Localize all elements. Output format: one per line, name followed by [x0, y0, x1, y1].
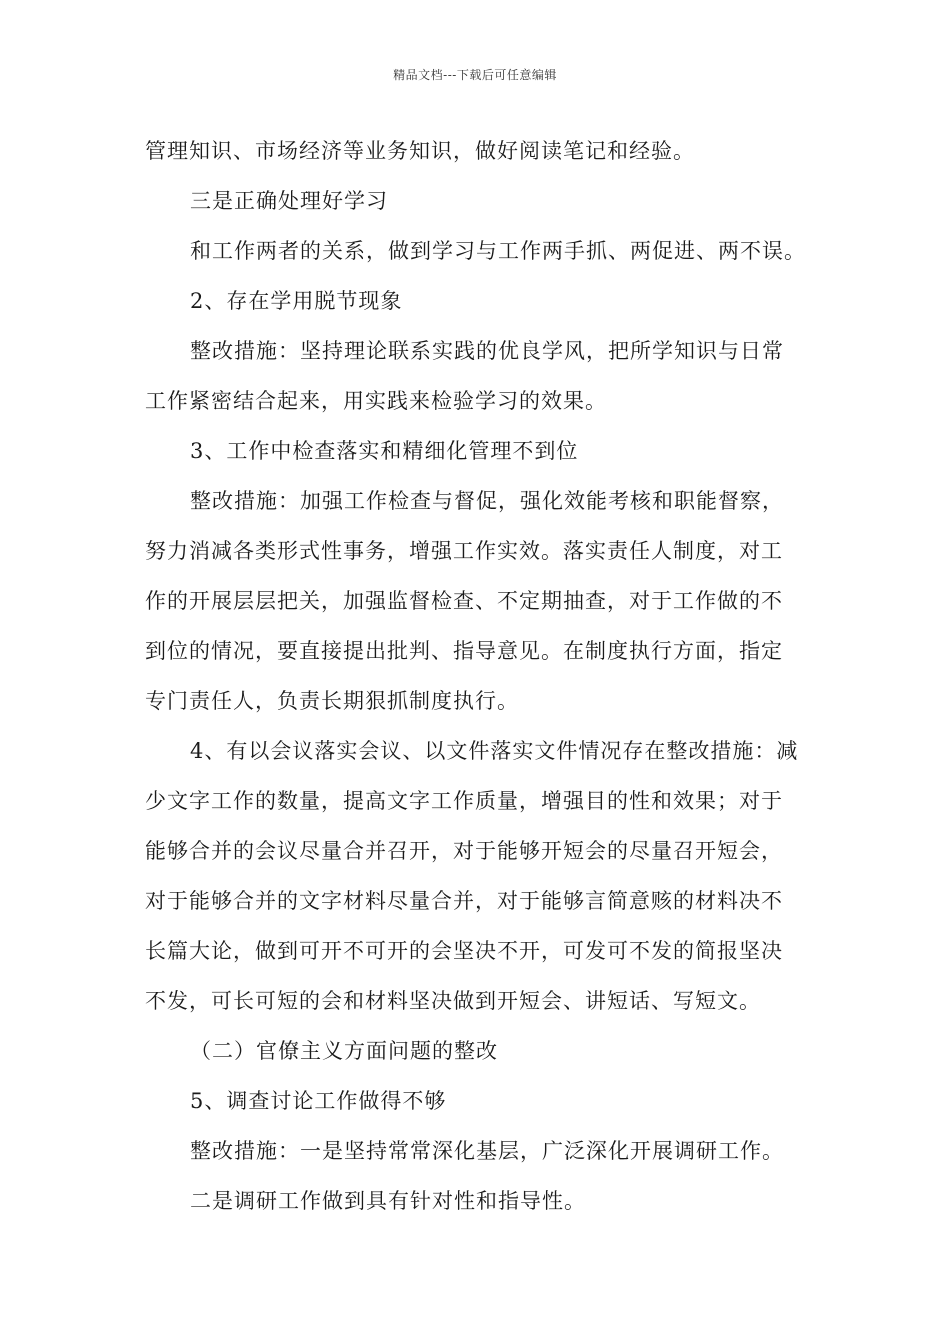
text-line: 整改措施：坚持理论联系实践的优良学风，把所学知识与日常 — [190, 339, 784, 363]
text-line: 到位的情况，要直接提出批判、指导意见。在制度执行方面，指定 — [145, 639, 783, 663]
text-line: 少文字工作的数量，提高文字工作质量，增强目的性和效果；对于 — [145, 789, 783, 813]
section-heading: 5、调查讨论工作做得不够 — [190, 1089, 447, 1113]
section-heading: 4、有以会议落实会议、以文件落实文件情况存在整改措施：减 — [190, 739, 799, 763]
text-line: 和工作两者的关系，做到学习与工作两手抓、两促进、两不误。 — [190, 239, 806, 263]
text-line: 作的开展层层把关，加强监督检查、不定期抽查，对于工作做的不 — [145, 589, 783, 613]
text-line: 整改措施：加强工作检查与督促，强化效能考核和职能督察， — [190, 489, 784, 513]
text-line: 管理知识、市场经济等业务知识，做好阅读笔记和经验。 — [145, 139, 695, 163]
text-line: 努力消减各类形式性事务，增强工作实效。落实责任人制度，对工 — [145, 539, 783, 563]
document-body — [145, 126, 820, 1226]
text-line: 二是调研工作做到具有针对性和指导性。 — [190, 1189, 586, 1213]
text-line: 整改措施：一是坚持常常深化基层，广泛深化开展调研工作。 — [190, 1139, 784, 1163]
section-heading: （二）官僚主义方面问题的整改 — [190, 1039, 498, 1063]
text-line: 不发，可长可短的会和材料坚决做到开短会、讲短话、写短文。 — [145, 989, 761, 1013]
text-line: 对于能够合并的文字材料尽量合并，对于能够言简意赅的材料决不 — [145, 889, 783, 913]
text-line: 工作紧密结合起来，用实践来检验学习的效果。 — [145, 389, 607, 413]
text-line: 能够合并的会议尽量合并召开，对于能够开短会的尽量召开短会， — [145, 839, 783, 863]
text-line: 长篇大论，做到可开不可开的会坚决不开，可发可不发的简报坚决 — [145, 939, 783, 963]
section-heading: 2、存在学用脱节现象 — [190, 289, 403, 313]
page-header-note: 精品文档---下载后可任意编辑 — [393, 68, 557, 82]
text-line: 专门责任人，负责长期狠抓制度执行。 — [145, 689, 519, 713]
section-heading: 3、工作中检查落实和精细化管理不到位 — [190, 439, 579, 463]
text-line: 三是正确处理好学习 — [190, 189, 388, 213]
